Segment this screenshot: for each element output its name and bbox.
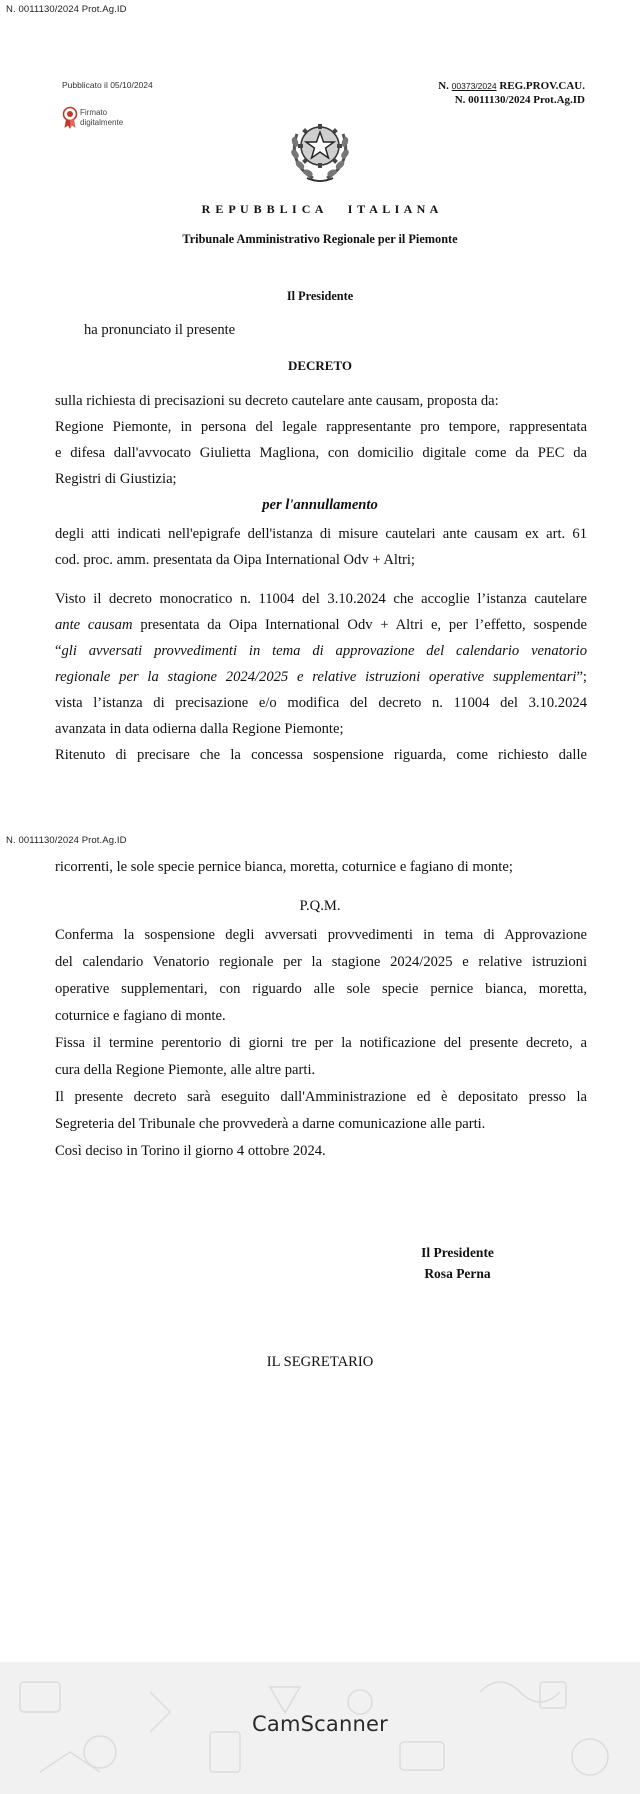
secretary-label: IL SEGRETARIO — [266, 1354, 374, 1370]
pronounced-line: ha pronunciato il presente — [84, 322, 236, 338]
registry-number-line — [325, 79, 585, 93]
decision-line: Così deciso in Torino il giorno 4 ottobre 2024. — [55, 1143, 326, 1159]
protocol-stamp: N. 0011130/2024 Prot.Ag.ID — [6, 4, 127, 15]
execution-line: Segreteria del Tribunale che provvederà a darne comunicazione alle parti. — [55, 1116, 486, 1132]
firmato-line-2: digitalmente — [80, 118, 124, 127]
acts-paragraph — [55, 521, 587, 573]
request-paragraph — [55, 388, 587, 492]
firmato-line-1: Firmato — [80, 108, 108, 117]
camscanner-brand: CamScanner — [252, 1712, 388, 1736]
registry-year: /2024 — [475, 81, 497, 91]
confirmation-line: coturnice e fagiano di monte. — [55, 1008, 226, 1024]
president-heading: Il Presidente — [286, 289, 354, 303]
republic-title: R E P U B B L I C A I T A L I A N A — [201, 202, 439, 216]
species-paragraph — [55, 854, 587, 880]
considerations-line: Ritenuto di precisare che la concessa sospensione riguarda, come richiesto dalle — [55, 747, 587, 763]
decree-title: DECRETO — [287, 358, 353, 373]
considerations-line: avanzata in data odierna dalla Regione Piemonte; — [55, 721, 344, 737]
decision-paragraph — [55, 1138, 587, 1165]
considerations-line: Visto il decreto monocratico n. 11004 del 3.10.2024 che accoglie l’istanza cautelare — [55, 591, 587, 607]
confirmation-line: Conferma la sospensione degli avversati provvedimenti in tema di Approvazione — [55, 927, 587, 943]
acts-line: cod. proc. amm. presentata da Oipa International Odv + Altri; — [55, 552, 415, 568]
seal-icon — [62, 106, 78, 130]
page2-protocol-stamp: N. 0011130/2024 Prot.Ag.ID — [6, 835, 127, 846]
confirmation-line: operative supplementari, con riguardo alle sole specie pernice bianca, moretta, — [55, 981, 587, 997]
annulment-heading: per l'annullamento — [262, 497, 378, 513]
protocol-number: N. 0011130/2024 Prot.Ag.ID — [454, 94, 585, 106]
pqm-heading: P.Q.M. — [299, 898, 341, 914]
signature-block — [400, 1242, 515, 1284]
registry-n-prefix: N. — [438, 80, 449, 92]
request-line: sulla richiesta di precisazioni su decreto cautelare ante causam, proposta da: — [55, 393, 499, 409]
considerations-line: vista l’istanza di precisazione e/o modifica del decreto n. 11004 del 3.10.2024 — [55, 695, 587, 711]
execution-paragraph — [55, 1084, 587, 1138]
signature-title: Il Presidente — [421, 1245, 494, 1260]
request-line: Regione Piemonte, in persona del legale rappresentante pro tempore, rappresentata — [55, 419, 587, 435]
request-line: e difesa dall'avvocato Giulietta Magliona, con domicilio digitale come da PEC da — [55, 445, 587, 461]
notification-line: Fissa il termine perentorio di giorni tre per la notificazione del presente decreto, a — [55, 1035, 587, 1051]
considerations-paragraph — [55, 586, 587, 768]
scanner-footer — [0, 1662, 640, 1794]
notification-line: cura della Regione Piemonte, alle altre parti. — [55, 1062, 316, 1078]
confirmation-line: del calendario Venatorio regionale per la stagione 2024/2025 e relative istruzioni — [55, 954, 587, 970]
published-date: Pubblicato il 05/10/2024 — [62, 80, 153, 90]
request-line: Registri di Giustizia; — [55, 471, 177, 487]
acts-line: degli atti indicati nell'epigrafe dell'istanza di misure cautelari ante causam ex art. 61 — [55, 526, 587, 542]
italian-republic-emblem-icon — [287, 112, 353, 186]
tribunal-name: Tribunale Amministrativo Regionale per il Piemonte — [182, 232, 458, 246]
considerations-line: regionale per la stagione 2024/2025 e relative istruzioni operative supplementari”; — [55, 669, 587, 685]
species-line: ricorrenti, le sole specie pernice bianca, moretta, coturnice e fagiano di monte; — [55, 859, 513, 875]
signature-name: Rosa Perna — [424, 1266, 491, 1281]
registry-block — [325, 79, 585, 107]
considerations-line: “gli avversati provvedimenti in tema di approvazione del calendario venatorio — [55, 643, 587, 659]
confirmation-paragraph — [55, 922, 587, 1030]
registry-number: 00373 — [451, 81, 476, 91]
digital-signature-badge — [62, 106, 132, 132]
notification-paragraph — [55, 1030, 587, 1084]
execution-line: Il presente decreto sarà eseguito dall'Amministrazione ed è depositato presso la — [55, 1089, 587, 1105]
registry-type: REG.PROV.CAU. — [499, 80, 585, 92]
considerations-line: ante causam presentata da Oipa International Odv + Altri e, per l’effetto, sospende — [55, 617, 587, 633]
